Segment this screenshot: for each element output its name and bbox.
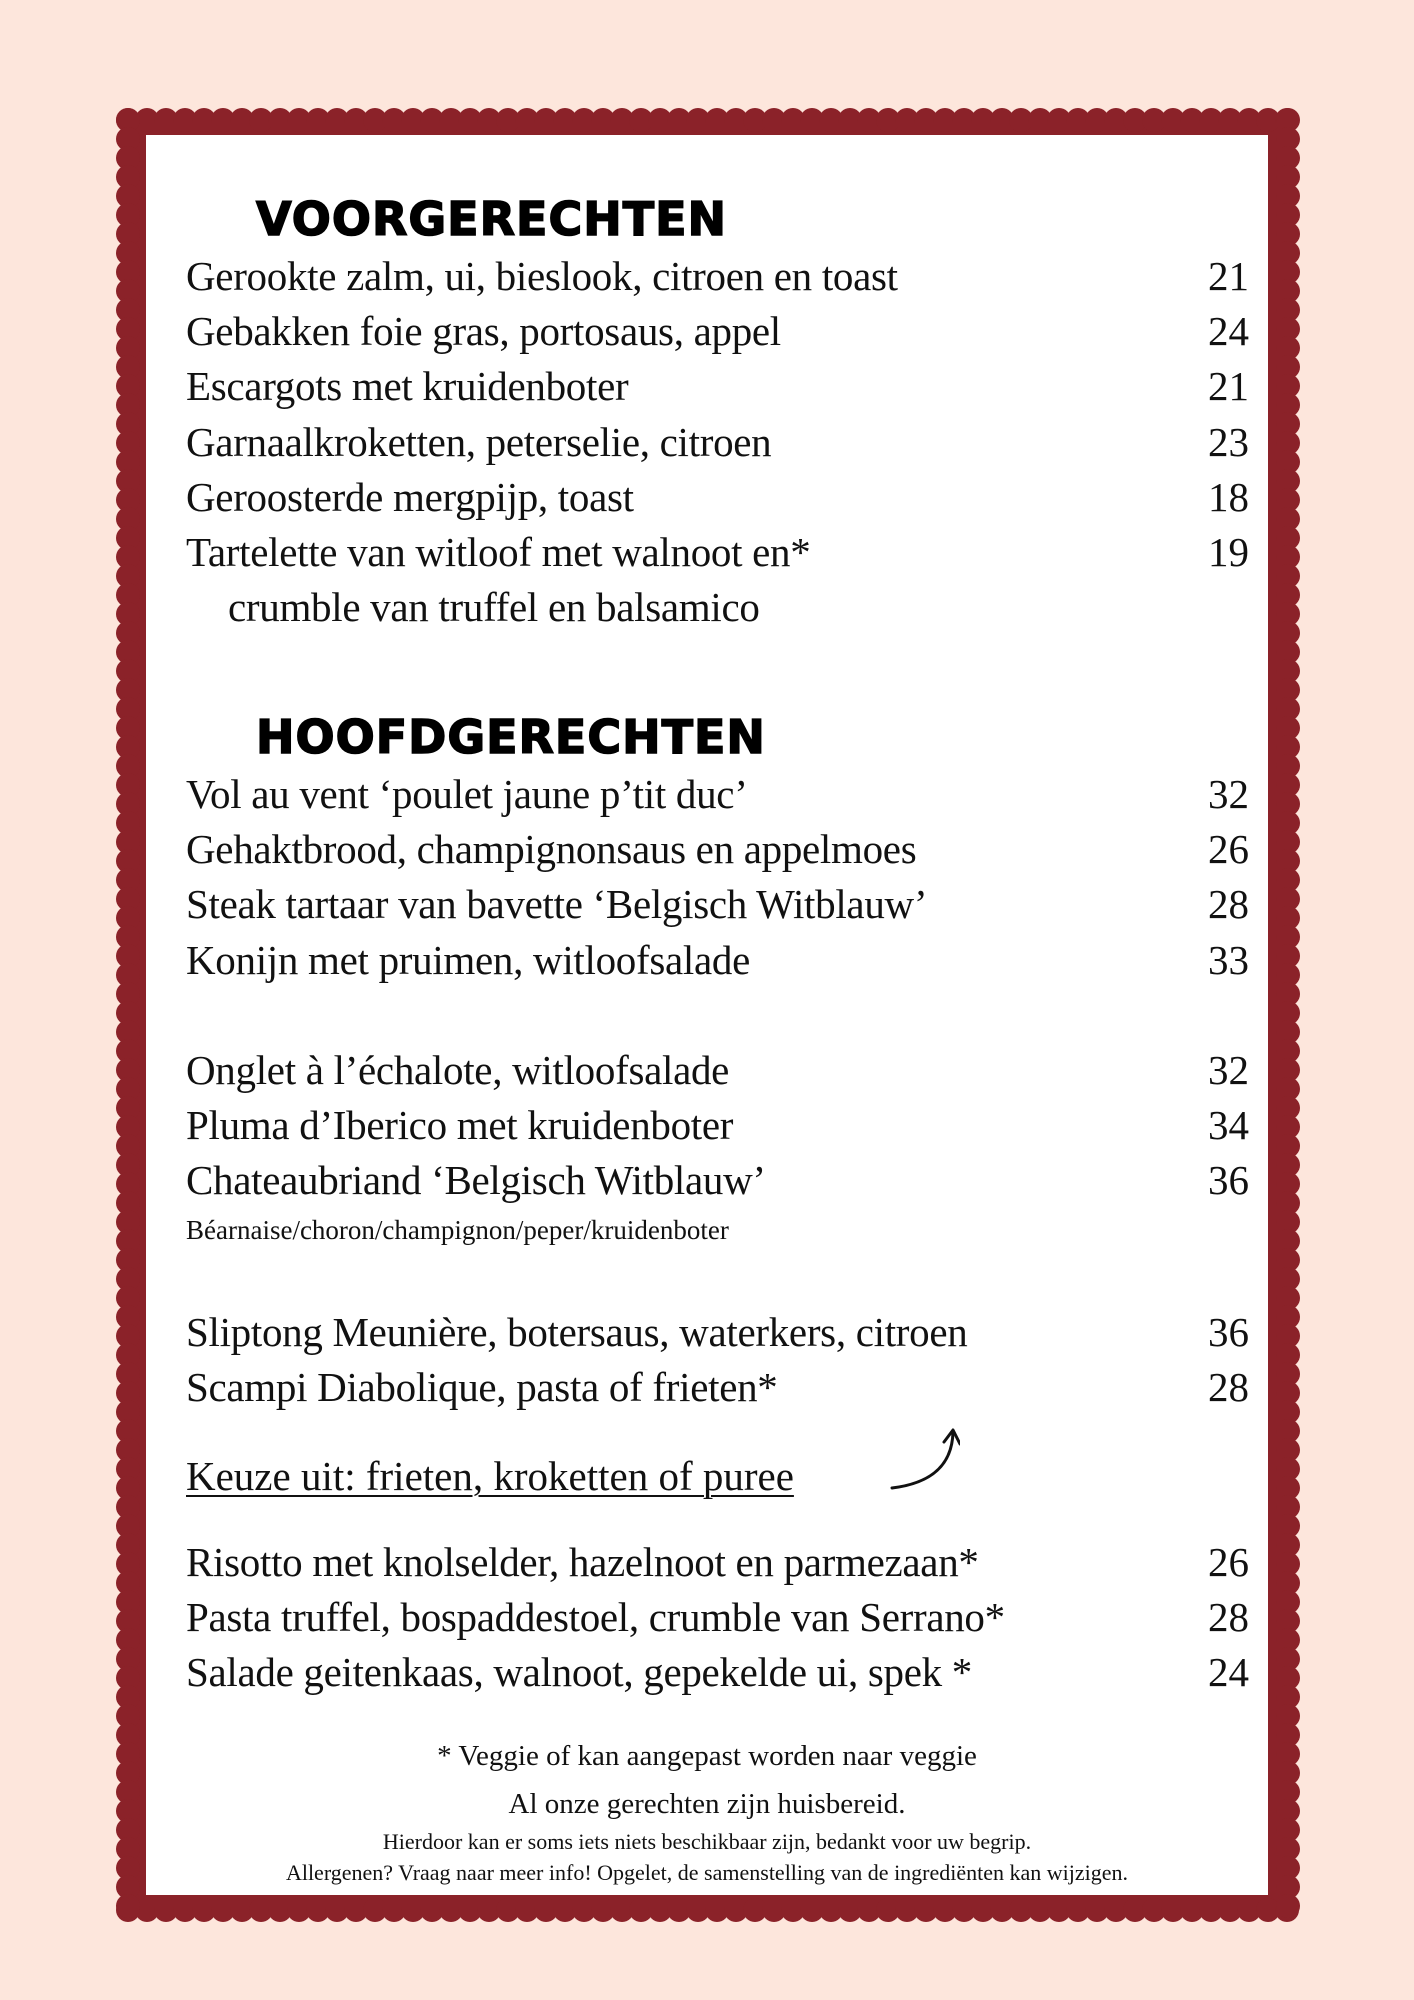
menu-item-price: 36 [1208, 1309, 1249, 1355]
menu-item-name: Konijn met pruimen, witloofsalade [186, 937, 750, 983]
availability-note: Hierdoor kan er soms iets niets beschikbaar zijn, bedankt voor uw begrip. [382, 1829, 1032, 1854]
sauce-options: Béarnaise/choron/champignon/peper/kruidenboter [186, 1215, 729, 1245]
menu-item-price: 24 [1208, 1649, 1249, 1695]
veggie-note: * Veggie of kan aangepast worden naar veggie [437, 1740, 977, 1772]
menu-item-name: Scampi Diabolique, pasta of frieten* [186, 1364, 778, 1410]
menu-item-price: 36 [1208, 1157, 1249, 1203]
menu-item-name: Onglet à l’échalote, witloofsalade [186, 1047, 730, 1093]
menu-item-price: 26 [1208, 1539, 1249, 1585]
menu-item-price: 26 [1208, 826, 1249, 872]
menu-item-price: 19 [1208, 529, 1249, 575]
side-choice-note: Keuze uit: frieten, kroketten of puree [186, 1453, 794, 1499]
menu-item-name: Garnaalkroketten, peterselie, citroen [186, 419, 772, 465]
menu-item-name: Gebakken foie gras, portosaus, appel [186, 308, 781, 354]
menu-item-name: Tartelette van witloof met walnoot en* [186, 529, 811, 575]
menu-item-price: 32 [1208, 1047, 1249, 1093]
menu-item-name: Steak tartaar van bavette ‘Belgisch Witblauw’ [186, 881, 928, 927]
menu-item-price: 28 [1208, 1364, 1249, 1410]
menu-item-name: Geroosterde mergpijp, toast [186, 474, 634, 520]
menu-item-name: Salade geitenkaas, walnoot, gepekelde ui, spek * [186, 1649, 972, 1695]
menu-item-name: Risotto met knolselder, hazelnoot en parmezaan* [186, 1539, 979, 1585]
menu-item-price: 24 [1208, 308, 1249, 354]
menu-item-name: Chateaubriand ‘Belgisch Witblauw’ [186, 1157, 766, 1203]
menu-item-price: 28 [1208, 1594, 1249, 1640]
menu-item-name: Sliptong Meunière, botersaus, waterkers, citroen [186, 1309, 968, 1355]
menu-item-name: Pluma d’Iberico met kruidenboter [186, 1102, 734, 1148]
menu-item-price: 34 [1208, 1102, 1249, 1148]
heading-voorgerechten: VOORGERECHTEN [256, 192, 728, 246]
menu-item-price: 33 [1208, 937, 1249, 983]
allergen-note: Allergenen? Vraag naar meer info! Opgelet, de samenstelling van de ingrediënten kan wijzigen. [285, 1860, 1129, 1885]
menu-item-price: 21 [1208, 363, 1249, 409]
homemade-note: Al onze gerechten zijn huisbereid. [508, 1788, 906, 1820]
menu-item-price: 18 [1208, 474, 1249, 520]
menu-item-price: 32 [1208, 771, 1249, 817]
menu-item-name: Gerookte zalm, ui, bieslook, citroen en toast [186, 253, 898, 299]
menu-item-price: 23 [1208, 419, 1249, 465]
menu-item-name: Escargots met kruidenboter [186, 363, 629, 409]
menu-item-price: 21 [1208, 253, 1249, 299]
menu-item-price: 28 [1208, 881, 1249, 927]
heading-hoofdgerechten: HOOFDGERECHTEN [256, 710, 766, 764]
menu-item-name: Pasta truffel, bospaddestoel, crumble van Serrano* [186, 1594, 1005, 1640]
menu-item-name-line2: crumble van truffel en balsamico [228, 584, 760, 630]
curved-arrow-icon [880, 1418, 960, 1498]
menu-item-name: Gehaktbrood, champignonsaus en appelmoes [186, 826, 917, 872]
menu-item-name: Vol au vent ‘poulet jaune p’tit duc’ [186, 771, 748, 817]
